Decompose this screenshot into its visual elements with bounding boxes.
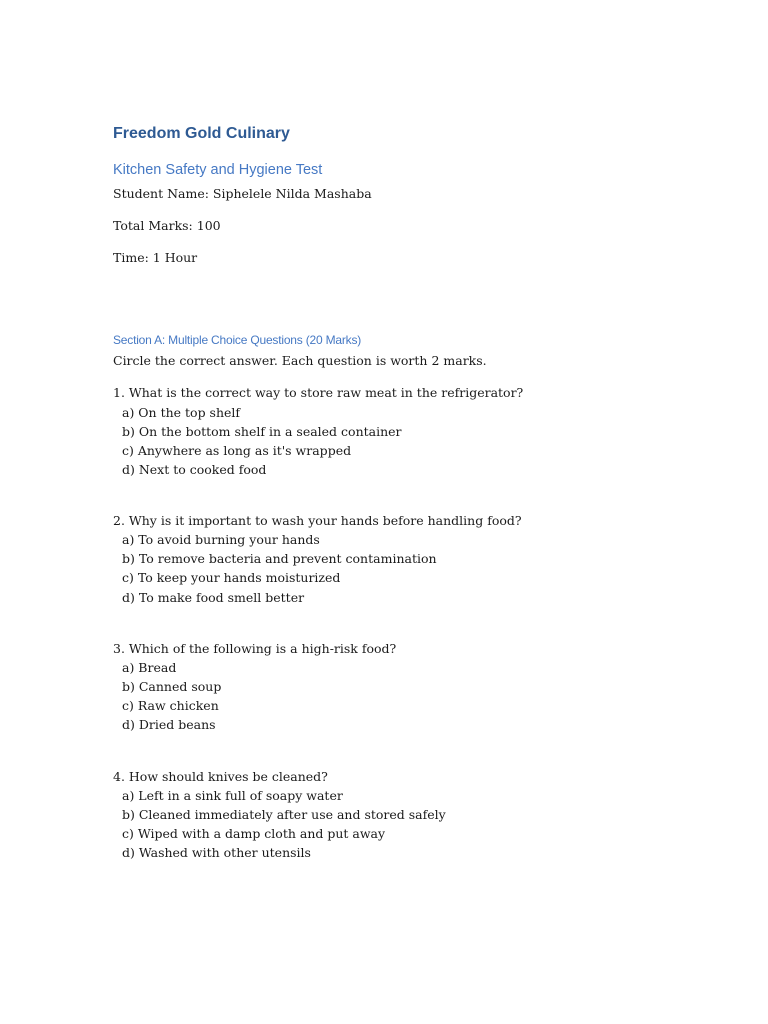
question-4-option-d: d) Washed with other utensils xyxy=(122,845,311,860)
question-4-option-a: a) Left in a sink full of soapy water xyxy=(122,788,343,803)
question-1-option-d: d) Next to cooked food xyxy=(122,462,267,477)
question-3-option-c: c) Raw chicken xyxy=(122,698,219,713)
question-1-option-a: a) On the top shelf xyxy=(122,405,241,420)
question-4-option-c: c) Wiped with a damp cloth and put away xyxy=(122,826,386,841)
total-marks: Total Marks: 100 xyxy=(113,218,221,233)
test-title: Kitchen Safety and Hygiene Test xyxy=(113,162,323,178)
question-3-option-d: d) Dried beans xyxy=(122,717,216,732)
question-2-option-b: b) To remove bacteria and prevent contamination xyxy=(122,551,437,566)
question-4: 4. How should knives be cleaned? xyxy=(113,769,328,784)
question-2: 2. Why is it important to wash your hands before handling food? xyxy=(113,513,522,528)
question-1-option-b: b) On the bottom shelf in a sealed container xyxy=(122,424,402,439)
organization-title: Freedom Gold Culinary xyxy=(113,125,290,142)
question-3-option-a: a) Bread xyxy=(122,660,177,675)
time-limit: Time: 1 Hour xyxy=(113,250,198,265)
section-a-title: Section A: Multiple Choice Questions (20 Marks) xyxy=(113,333,362,347)
student-name: Student Name: Siphelele Nilda Mashaba xyxy=(113,186,372,201)
section-a-instructions: Circle the correct answer. Each question is worth 2 marks. xyxy=(113,353,487,368)
question-1-option-c: c) Anywhere as long as it's wrapped xyxy=(122,443,352,458)
question-3: 3. Which of the following is a high-risk food? xyxy=(113,641,397,656)
question-4-option-b: b) Cleaned immediately after use and stored safely xyxy=(122,807,446,822)
question-1: 1. What is the correct way to store raw meat in the refrigerator? xyxy=(113,385,524,400)
question-2-option-d: d) To make food smell better xyxy=(122,590,305,605)
question-2-option-c: c) To keep your hands moisturized xyxy=(122,570,341,585)
question-3-option-b: b) Canned soup xyxy=(122,679,222,694)
question-2-option-a: a) To avoid burning your hands xyxy=(122,532,320,547)
